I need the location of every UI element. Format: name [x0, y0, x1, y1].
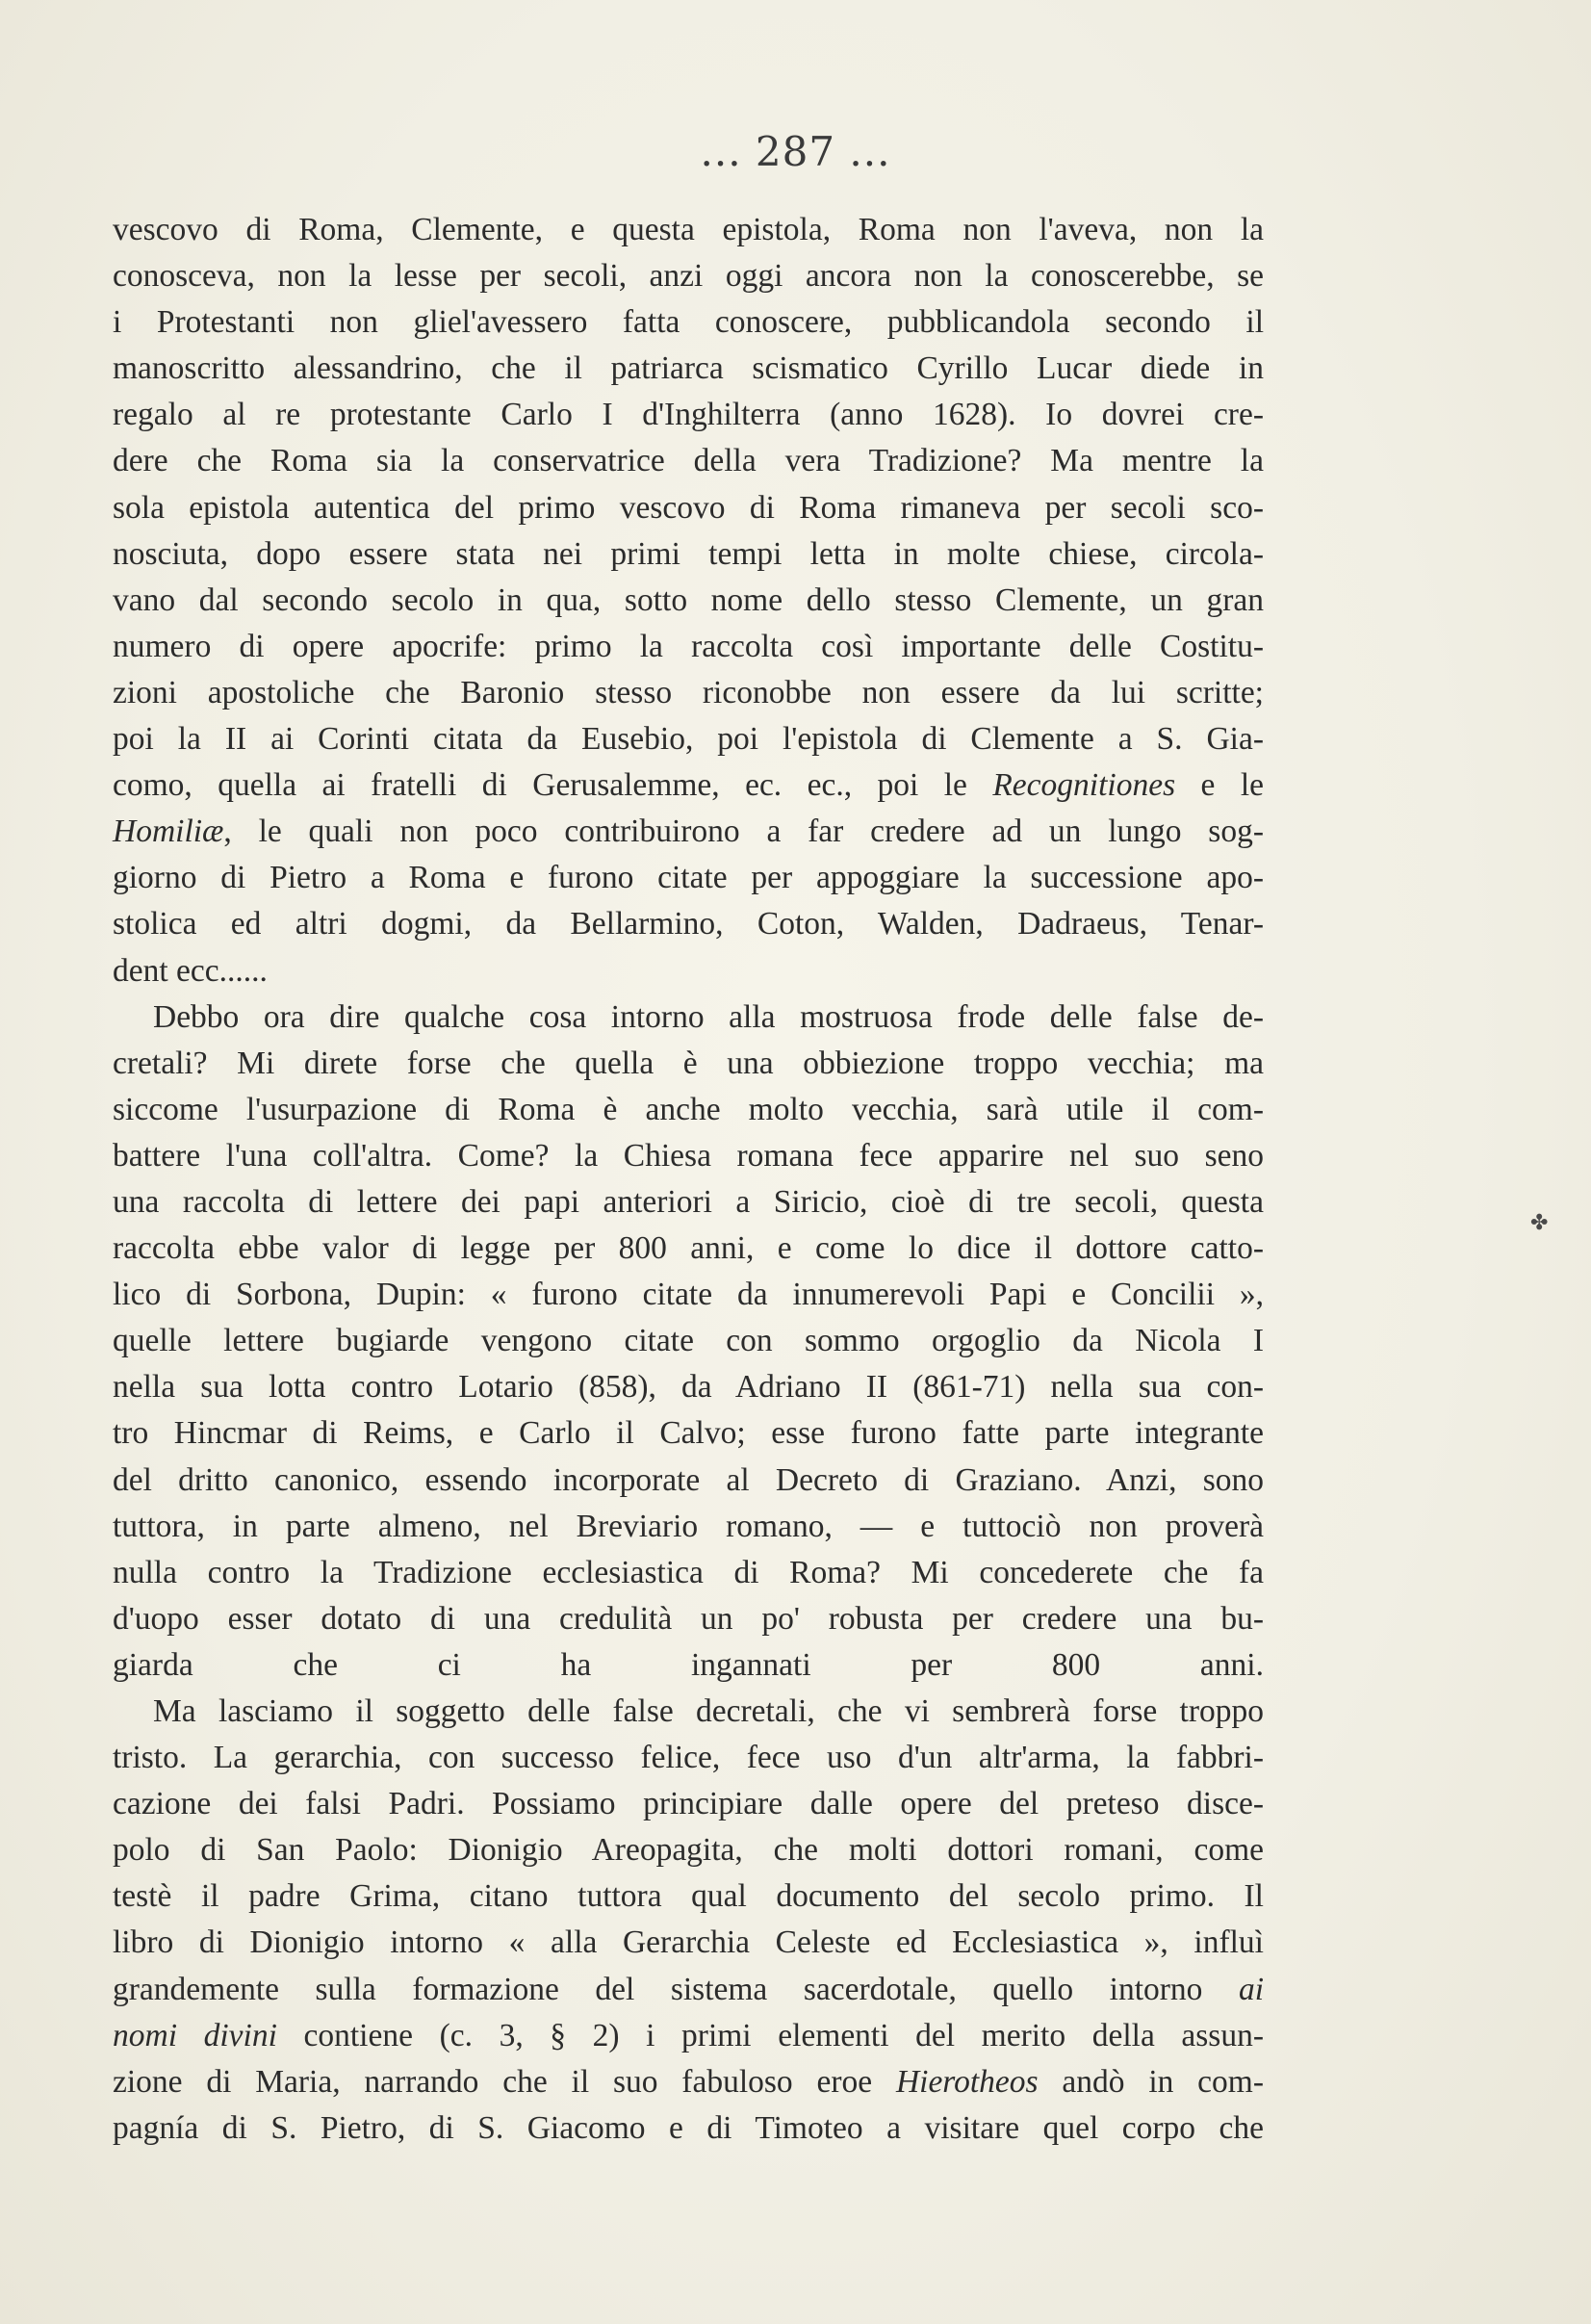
italic-title: Homiliæ	[113, 813, 224, 850]
text-line: vescovo di Roma, Clemente, e questa epistola, Roma non l'aveva, non la	[113, 212, 1264, 247]
text-line: nulla contro la Tradizione ecclesiastica di Roma? Mi concederete che fa	[113, 1554, 1264, 1590]
text-line: numero di opere apocrife: primo la raccolta così importante delle Costitu-	[113, 628, 1264, 664]
text-line: raccolta ebbe valor di legge per 800 anni, e come lo dice il dottore catto-	[113, 1230, 1264, 1267]
text-line: libro di Dionigio intorno « alla Gerarchia Celeste ed Ecclesiastica », influì	[113, 1924, 1264, 1961]
text-line: stolica ed altri dogmi, da Bellarmino, Coton, Walden, Dadraeus, Tenar-	[113, 906, 1264, 943]
text-line: giorno di Pietro a Roma e furono citate per appoggiare la successione apo-	[113, 860, 1264, 896]
text-line: pagnía di S. Pietro, di S. Giacomo e di Timoteo a visitare quel corpo che	[113, 2109, 1264, 2146]
text-line: i Protestanti non gliel'avessero fatta conoscere, pubblicandola secondo il	[113, 304, 1264, 341]
text-line: lico di Sorbona, Dupin: « furono citate da innumerevoli Papi e Concilii »,	[113, 1277, 1264, 1313]
text-line: regalo al re protestante Carlo I d'Inghilterra (anno 1628). Io dovrei cre-	[113, 397, 1264, 433]
text-line: Debbo ora dire qualche cosa intorno alla mostruosa frode delle false de-	[153, 998, 1264, 1035]
text-line: del dritto canonico, essendo incorporate al Decreto di Graziano. Anzi, sono	[113, 1461, 1264, 1498]
text-line: vano dal secondo secolo in qua, sotto nome dello stesso Clemente, un gran	[113, 581, 1264, 618]
paragraph-1	[113, 207, 1264, 994]
text-line: d'uopo esser dotato di una credulità un po' robusta per credere una bu-	[113, 1600, 1264, 1637]
text-line: tro Hincmar di Reims, e Carlo il Calvo; esse furono fatte parte integrante	[113, 1415, 1264, 1452]
text-line: tristo. La gerarchia, con successo felice, fece uso d'un altr'arma, la fabbri-	[113, 1740, 1264, 1776]
text-line: grandemente sulla formazione del sistema sacerdotale, quello intorno ai	[113, 1971, 1264, 2007]
text-line: sola epistola autentica del primo vescovo di Roma rimaneva per secoli sco-	[113, 489, 1264, 526]
italic-title: nomi divini	[113, 2017, 277, 2053]
text-line: nosciuta, dopo essere stata nei primi tempi letta in molte chiese, circola-	[113, 535, 1264, 572]
text-line: nomi divini contiene (c. 3, § 2) i primi elementi del merito della assun-	[113, 2017, 1265, 2053]
paragraph-3	[113, 1689, 1264, 2152]
text-line: battere l'una coll'altra. Come? la Chiesa romana fece apparire nel suo seno	[113, 1137, 1264, 1174]
text-line: Homiliæ, le quali non poco contribuirono a far credere ad un lungo sog-	[113, 813, 1264, 850]
text-line: quelle lettere bugiarde vengono citate con sommo orgoglio da Nicola I	[113, 1323, 1264, 1359]
text-line: giarda che ci ha ingannati per 800 anni.	[113, 1646, 1264, 1683]
text-line: nella sua lotta contro Lotario (858), da Adriano II (861-71) nella sua con-	[113, 1369, 1264, 1406]
text-line: una raccolta di lettere dei papi anteriori a Siricio, cioè di tre secoli, questa	[113, 1183, 1264, 1220]
text-line: zione di Maria, narrando che il suo fabuloso eroe Hierotheos andò in com-	[113, 2063, 1265, 2100]
paragraph-2	[113, 994, 1264, 1689]
text-line: conosceva, non la lesse per secoli, anzi oggi ancora non la conoscerebbe, se	[113, 258, 1264, 295]
text-line: como, quella ai fratelli di Gerusalemme, ec. ec., poi le Recognitiones e le	[113, 767, 1265, 804]
text-line: poi la II ai Corinti citata da Eusebio, poi l'epistola di Clemente a S. Gia-	[113, 721, 1264, 758]
text-line: testè il padre Grima, citano tuttora qual documento del secolo primo. Il	[113, 1878, 1264, 1915]
text-line: zioni apostoliche che Baronio stesso riconobbe non essere da lui scritte;	[113, 674, 1264, 710]
text-line: dere che Roma sia la conservatrice della vera Tradizione? Ma mentre la	[113, 443, 1264, 479]
text-line: siccome l'usurpazione di Roma è anche molto vecchia, sarà utile il com-	[113, 1091, 1264, 1127]
margin-mark: ✤	[1530, 1211, 1549, 1235]
italic-title: ai	[1238, 1971, 1264, 2007]
italic-title: Hierotheos	[895, 2063, 1039, 2100]
text-line: cretali? Mi direte forse che quella è una obbiezione troppo vecchia; ma	[113, 1045, 1264, 1081]
text-line: tuttora, in parte almeno, nel Breviario romano, — e tuttociò non proverà	[113, 1508, 1264, 1544]
text-line: manoscritto alessandrino, che il patriarca scismatico Cyrillo Lucar diede in	[113, 350, 1264, 387]
text-line: cazione dei falsi Padri. Possiamo principiare dalle opere del preteso disce-	[113, 1786, 1264, 1822]
text-line: polo di San Paolo: Dionigio Areopagita, che molti dottori romani, come	[113, 1832, 1264, 1869]
text-line: Ma lasciamo il soggetto delle false decretali, che vi sembrerà forse troppo	[153, 1693, 1264, 1729]
body-text	[113, 207, 1264, 2152]
page-number: ... 287 ...	[700, 128, 891, 175]
text-line: dent ecc......	[113, 952, 268, 989]
italic-title: Recognitiones	[992, 767, 1176, 804]
